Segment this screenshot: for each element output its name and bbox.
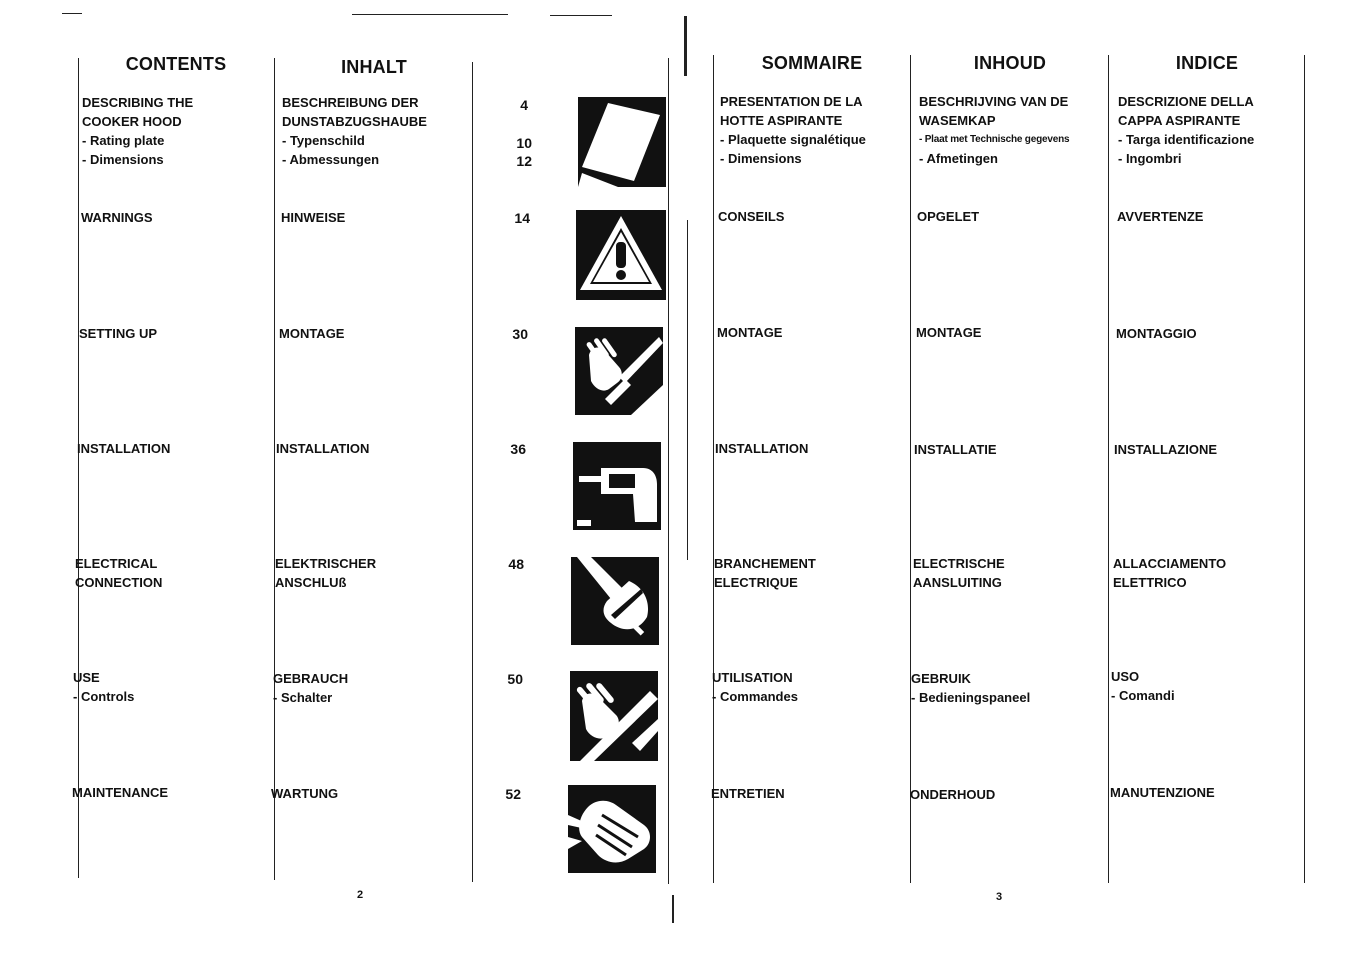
toc-entry-de: ELEKTRISCHER ANSCHLUß bbox=[275, 556, 377, 590]
page-number: 12 bbox=[516, 153, 532, 169]
toc-entry-it: INSTALLAZIONE bbox=[1114, 442, 1218, 457]
gutter-mark bbox=[684, 16, 687, 76]
column-rule bbox=[78, 58, 79, 878]
toc-entry-de: INSTALLATION bbox=[276, 441, 370, 456]
toc-entry-it: USO - Comandi bbox=[1111, 669, 1175, 703]
warning-triangle-icon bbox=[576, 210, 666, 300]
toc-entry-it: MONTAGGIO bbox=[1116, 326, 1197, 341]
page-number: 4 bbox=[520, 97, 528, 113]
column-rule bbox=[472, 62, 473, 882]
gutter-mark bbox=[687, 220, 688, 560]
gutter-mark bbox=[672, 895, 674, 923]
toc-entry-fr: BRANCHEMENT ELECTRIQUE bbox=[714, 556, 816, 590]
toc-entry-nl: INSTALLATIE bbox=[914, 442, 997, 457]
toc-entry-de: BESCHREIBUNG DER DUNSTABZUGSHAUBE - Typenschild - Abmessungen bbox=[282, 95, 427, 167]
top-rule bbox=[352, 14, 508, 15]
toc-entry-fr: UTILISATION - Commandes bbox=[712, 670, 798, 704]
column-rule bbox=[668, 58, 669, 884]
top-rule bbox=[550, 15, 612, 16]
toc-entry-de: MONTAGE bbox=[279, 326, 345, 341]
toc-entry-nl: ELECTRISCHE AANSLUITING bbox=[913, 556, 1005, 590]
toc-entry-nl: OPGELET bbox=[917, 209, 980, 224]
toc-entry-fr: MONTAGE bbox=[717, 325, 783, 340]
page-number: 14 bbox=[514, 210, 530, 226]
toc-entry-de: WARTUNG bbox=[271, 786, 339, 801]
page-number: 48 bbox=[508, 556, 524, 572]
toc-entry-en: WARNINGS bbox=[81, 210, 153, 225]
header-inhoud: INHOUD bbox=[973, 53, 1047, 73]
toc-entry-nl: MONTAGE bbox=[916, 325, 982, 340]
toc-entry-nl: ONDERHOUD bbox=[910, 787, 996, 802]
column-rule bbox=[1108, 55, 1109, 883]
cooker-hood-icon bbox=[578, 97, 666, 187]
toc-entry-en: DESCRIBING THE COOKER HOOD - Rating plate - Dimensions bbox=[82, 95, 194, 167]
toc-entry-fr: PRESENTATION DE LA HOTTE ASPIRANTE - Plaquette signalétique - Dimensions bbox=[720, 94, 866, 166]
drill-icon bbox=[573, 442, 661, 530]
toc-entry-de: HINWEISE bbox=[281, 210, 346, 225]
hand-cleaning-icon bbox=[568, 785, 656, 873]
toc-entry-de: GEBRAUCH - Schalter bbox=[273, 671, 349, 705]
page-folio-right: 3 bbox=[996, 891, 1003, 903]
toc-entry-nl: GEBRUIK - Bedieningspaneel bbox=[911, 671, 1031, 705]
toc-entry-nl: BESCHRIJVING VAN DE WASEMKAP - Plaat met Technische gegevens - Afmetingen bbox=[919, 94, 1070, 166]
toc-entry-en: SETTING UP bbox=[79, 326, 158, 341]
page-number: 52 bbox=[505, 786, 521, 802]
column-rule bbox=[274, 58, 275, 880]
page-folio-left: 2 bbox=[357, 889, 364, 901]
toc-entry-fr: ENTRETIEN bbox=[711, 786, 785, 801]
toc-entry-fr: CONSEILS bbox=[718, 209, 785, 224]
hand-screwdriver-icon bbox=[575, 327, 663, 415]
header-contents: CONTENTS bbox=[125, 54, 227, 74]
toc-entry-en: INSTALLATION bbox=[77, 441, 171, 456]
toc-entry-it: ALLACCIAMENTO ELETTRICO bbox=[1113, 556, 1227, 590]
page-number: 10 bbox=[516, 135, 532, 151]
toc-entry-fr: INSTALLATION bbox=[715, 441, 809, 456]
toc-entry-it: AVVERTENZE bbox=[1117, 209, 1204, 224]
toc-entry-it: DESCRIZIONE DELLA CAPPA ASPIRANTE - Targa identificazione - Ingombri bbox=[1118, 94, 1255, 166]
hand-controls-icon bbox=[570, 671, 658, 761]
header-inhalt: INHALT bbox=[341, 57, 407, 77]
column-rule bbox=[713, 55, 714, 883]
header-indice: INDICE bbox=[1175, 53, 1239, 73]
toc-entry-en: MAINTENANCE bbox=[72, 785, 169, 800]
toc-entry-en: USE - Controls bbox=[73, 670, 135, 704]
column-rule bbox=[1304, 55, 1305, 883]
column-rule bbox=[910, 55, 911, 883]
page-number: 50 bbox=[507, 671, 523, 687]
page-number: 30 bbox=[512, 326, 528, 342]
page-number: 36 bbox=[510, 441, 526, 457]
toc-entry-en: ELECTRICAL CONNECTION bbox=[75, 556, 163, 590]
header-sommaire: SOMMAIRE bbox=[761, 53, 863, 73]
plug-icon bbox=[571, 557, 659, 645]
toc-entry-it: MANUTENZIONE bbox=[1110, 785, 1215, 800]
top-rule bbox=[62, 13, 82, 14]
